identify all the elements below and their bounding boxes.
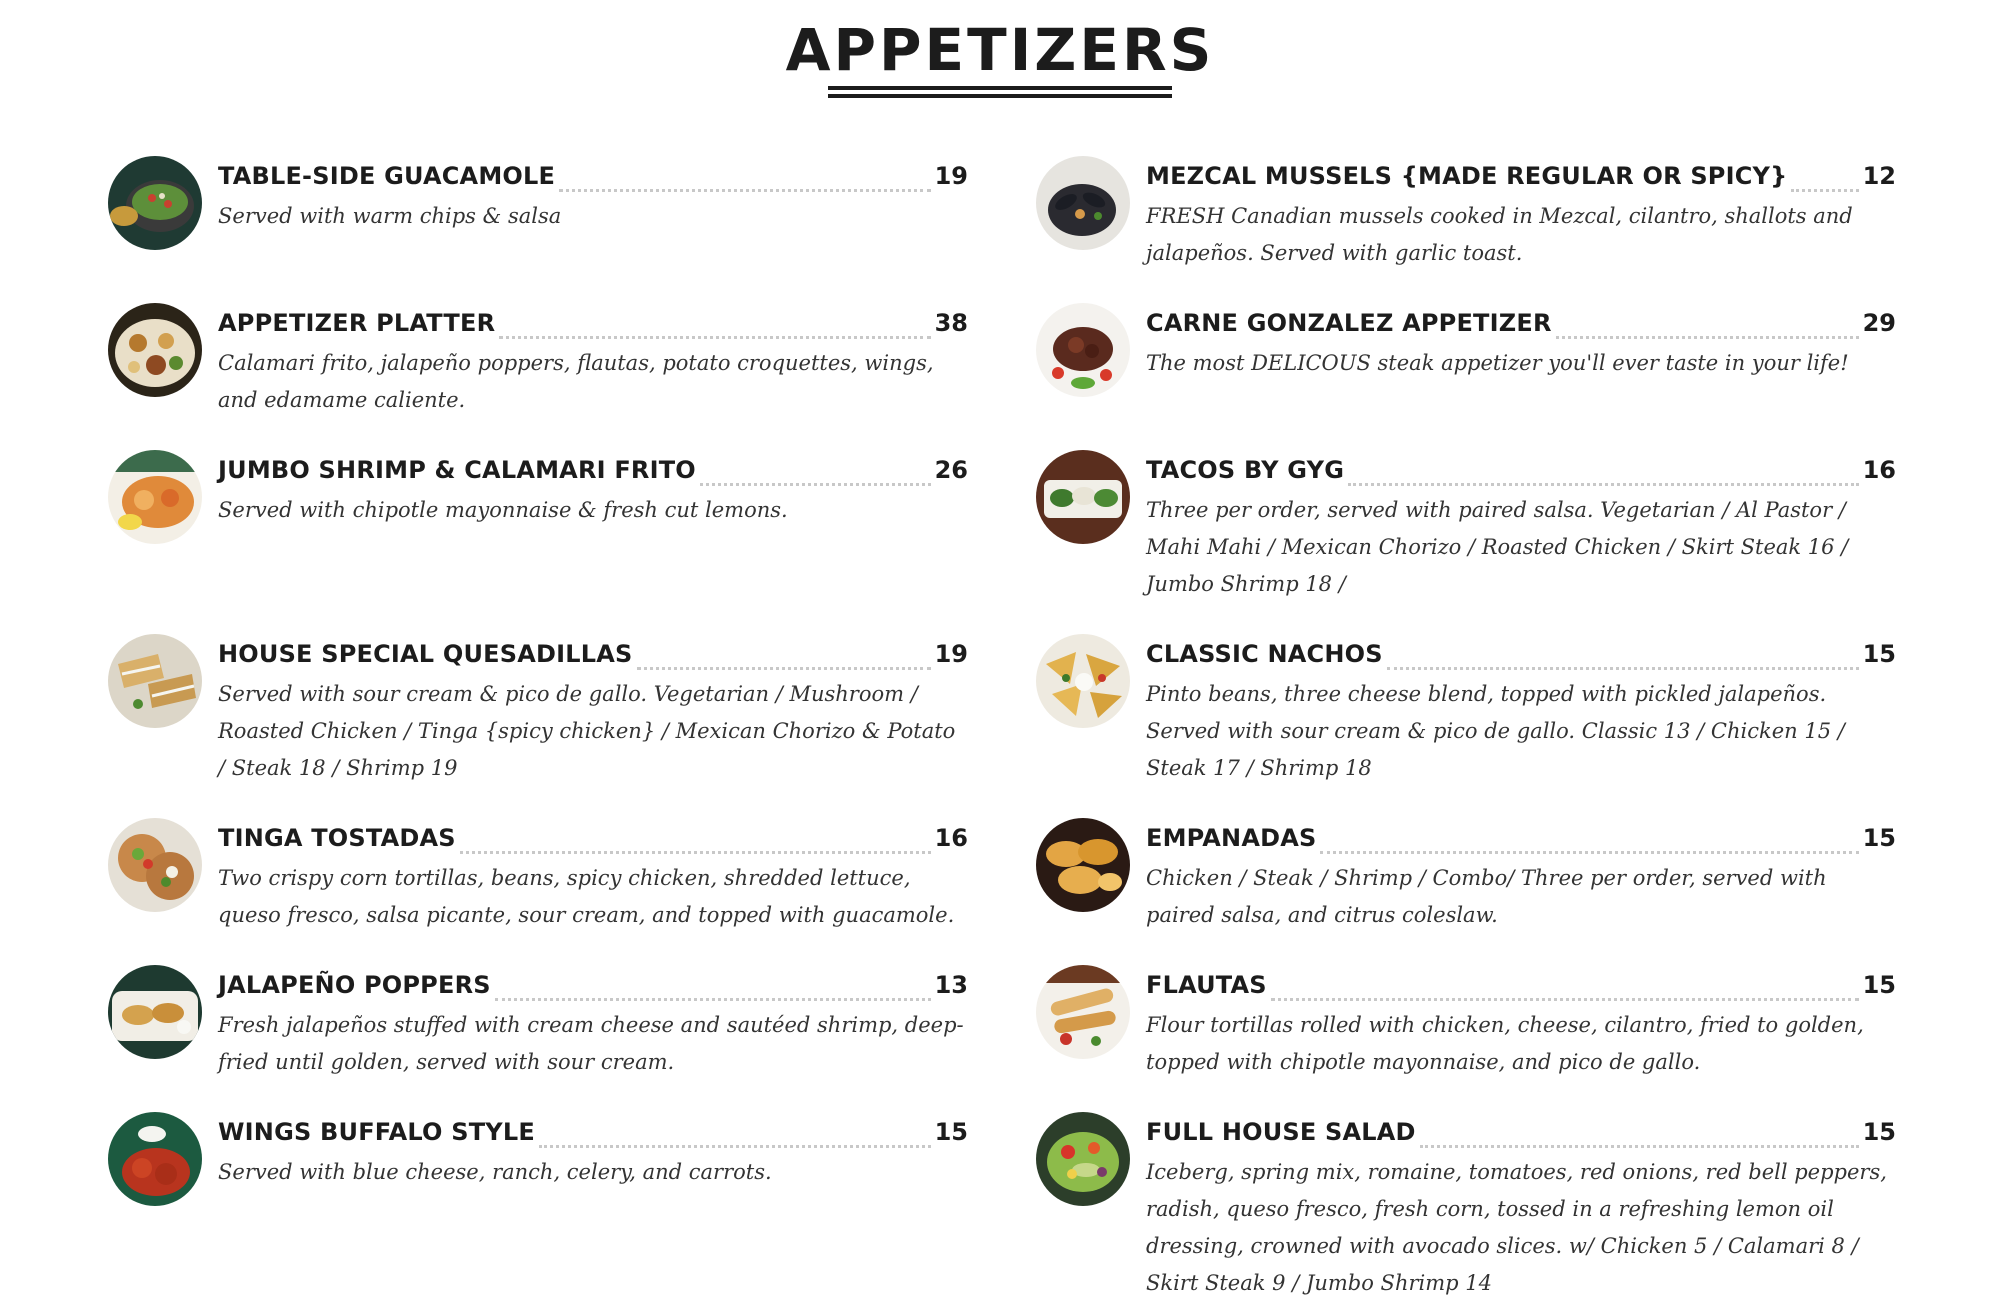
- menu-item-name: JALAPEÑO POPPERS: [218, 971, 491, 999]
- menu-item-name: TACOS BY GYG: [1146, 456, 1345, 484]
- empanadas-photo: [1036, 818, 1130, 912]
- menu-item-body: [218, 456, 968, 529]
- menu-item-header: [218, 456, 968, 492]
- carne-photo: [1036, 303, 1130, 397]
- menu-item-body: [1146, 162, 1896, 272]
- menu-item-description: Chicken / Steak / Shrimp / Combo/ Three per order, served with paired salsa, and citrus coleslaw.: [1146, 866, 1827, 927]
- flautas-photo: [1036, 965, 1130, 1059]
- menu-item-description: The most DELICOUS steak appetizer you'll ever taste in your life!: [1146, 351, 1849, 375]
- menu-item-header: [1146, 1118, 1896, 1154]
- leader-dots: [700, 482, 931, 486]
- menu-item-body: [1146, 1118, 1896, 1302]
- menu-item-header: [1146, 456, 1896, 492]
- menu-item-name: HOUSE SPECIAL QUESADILLAS: [218, 640, 633, 668]
- menu-item-body: [1146, 640, 1896, 787]
- shrimp-calamari-photo: [108, 450, 202, 544]
- leader-dots: [539, 1144, 931, 1148]
- menu-item-price: 19: [934, 640, 968, 668]
- page-title: APPETIZERS: [785, 16, 1215, 84]
- menu-item-price: 16: [934, 824, 968, 852]
- menu-item-description: Iceberg, spring mix, romaine, tomatoes, red onions, red bell peppers, radish, queso fresco, fresh corn, tossed in a refreshing lemon oil dressing, crowned with avocado slices. w/ Chicken 5 / Calamari 8 / Skirt Steak 9 / Jumbo Shrimp 14: [1146, 1160, 1887, 1295]
- menu-item-header: [1146, 824, 1896, 860]
- menu-item-price: 15: [1862, 1118, 1896, 1146]
- menu-item-body: [218, 1118, 968, 1191]
- leader-dots: [1320, 850, 1858, 854]
- menu-item-header: [218, 824, 968, 860]
- menu-item-price: 13: [934, 971, 968, 999]
- menu-item-price: 15: [1862, 824, 1896, 852]
- menu-item-description: Pinto beans, three cheese blend, topped with pickled jalapeños. Served with sour cream & pico de gallo. Classic 13 / Chicken 15 / Steak 17 / Shrimp 18: [1146, 682, 1845, 780]
- menu-item-header: [218, 162, 968, 198]
- menu-item-price: 26: [934, 456, 968, 484]
- menu-item-description: FRESH Canadian mussels cooked in Mezcal, cilantro, shallots and jalapeños. Served with garlic toast.: [1146, 204, 1853, 265]
- leader-dots: [1387, 666, 1859, 670]
- menu-item-description: Served with sour cream & pico de gallo. Vegetarian / Mushroom / Roasted Chicken / Tinga {spicy chicken} / Mexican Chorizo & Potato / Steak 18 / Shrimp 19: [218, 682, 956, 780]
- menu-item-price: 19: [934, 162, 968, 190]
- menu-item-description: Served with chipotle mayonnaise & fresh cut lemons.: [218, 498, 788, 522]
- menu-item-header: [1146, 162, 1896, 198]
- menu-item-header: [1146, 971, 1896, 1007]
- menu-item-price: 29: [1862, 309, 1896, 337]
- menu-item-price: 38: [934, 309, 968, 337]
- menu-item-name: CLASSIC NACHOS: [1146, 640, 1383, 668]
- menu-item-header: [218, 309, 968, 345]
- menu-item-header: [1146, 309, 1896, 345]
- menu-item-description: Served with warm chips & salsa: [218, 204, 562, 228]
- menu-item-header: [218, 640, 968, 676]
- menu-item-header: [218, 971, 968, 1007]
- menu-item-body: [1146, 971, 1896, 1081]
- leader-dots: [1348, 482, 1858, 486]
- menu-item-body: [1146, 456, 1896, 603]
- menu-item-description: Flour tortillas rolled with chicken, cheese, cilantro, fried to golden, topped with chipotle mayonnaise, and pico de gallo.: [1146, 1013, 1864, 1074]
- menu-item-description: Two crispy corn tortillas, beans, spicy chicken, shredded lettuce, queso fresco, salsa picante, sour cream, and topped with guacamole.: [218, 866, 955, 927]
- menu-item-body: [218, 824, 968, 934]
- leader-dots: [559, 188, 931, 192]
- salad-photo: [1036, 1112, 1130, 1206]
- mussels-photo: [1036, 156, 1130, 250]
- menu-item-name: FULL HOUSE SALAD: [1146, 1118, 1416, 1146]
- leader-dots: [1791, 188, 1858, 192]
- leader-dots: [1271, 997, 1859, 1001]
- page-header: [0, 14, 2000, 98]
- menu-item-description: Fresh jalapeños stuffed with cream cheese and sautéed shrimp, deep-fried until golden, served with sour cream.: [218, 1013, 964, 1074]
- menu-item-name: JUMBO SHRIMP & CALAMARI FRITO: [218, 456, 696, 484]
- menu-item-body: [1146, 309, 1896, 382]
- menu-item-description: Three per order, served with paired salsa. Vegetarian / Al Pastor / Mahi Mahi / Mexican Chorizo / Roasted Chicken / Skirt Steak 16 / Jumbo Shrimp 18 /: [1146, 498, 1849, 596]
- menu-item-body: [218, 162, 968, 235]
- menu-item-body: [218, 640, 968, 787]
- menu-item-price: 12: [1862, 162, 1896, 190]
- poppers-photo: [108, 965, 202, 1059]
- menu-item-description: Served with blue cheese, ranch, celery, and carrots.: [218, 1160, 772, 1184]
- leader-dots: [495, 997, 931, 1001]
- leader-dots: [460, 850, 931, 854]
- menu-item-name: TINGA TOSTADAS: [218, 824, 456, 852]
- title-underline: [828, 86, 1172, 98]
- wings-photo: [108, 1112, 202, 1206]
- tostadas-photo: [108, 818, 202, 912]
- menu-item-name: FLAUTAS: [1146, 971, 1267, 999]
- leader-dots: [1556, 335, 1859, 339]
- menu-item-price: 15: [1862, 971, 1896, 999]
- leader-dots: [637, 666, 931, 670]
- leader-dots: [499, 335, 930, 339]
- menu-item-body: [218, 971, 968, 1081]
- menu-item-price: 16: [1862, 456, 1896, 484]
- quesadillas-photo: [108, 634, 202, 728]
- menu-item-header: [1146, 640, 1896, 676]
- guacamole-photo: [108, 156, 202, 250]
- menu-item-header: [218, 1118, 968, 1154]
- menu-item-name: CARNE GONZALEZ APPETIZER: [1146, 309, 1552, 337]
- menu-item-price: 15: [1862, 640, 1896, 668]
- menu-item-description: Calamari frito, jalapeño poppers, flautas, potato croquettes, wings, and edamame caliente.: [218, 351, 934, 412]
- nachos-photo: [1036, 634, 1130, 728]
- menu-item-body: [218, 309, 968, 419]
- leader-dots: [1420, 1144, 1859, 1148]
- menu-item-name: TABLE-SIDE GUACAMOLE: [218, 162, 556, 190]
- menu-item-name: MEZCAL MUSSELS {MADE REGULAR OR SPICY}: [1146, 162, 1788, 190]
- menu-item-price: 15: [934, 1118, 968, 1146]
- menu-item-name: APPETIZER PLATTER: [218, 309, 496, 337]
- menu-item-name: WINGS BUFFALO STYLE: [218, 1118, 535, 1146]
- menu-item-name: EMPANADAS: [1146, 824, 1317, 852]
- platter-photo: [108, 303, 202, 397]
- menu-item-body: [1146, 824, 1896, 934]
- tacos-photo: [1036, 450, 1130, 544]
